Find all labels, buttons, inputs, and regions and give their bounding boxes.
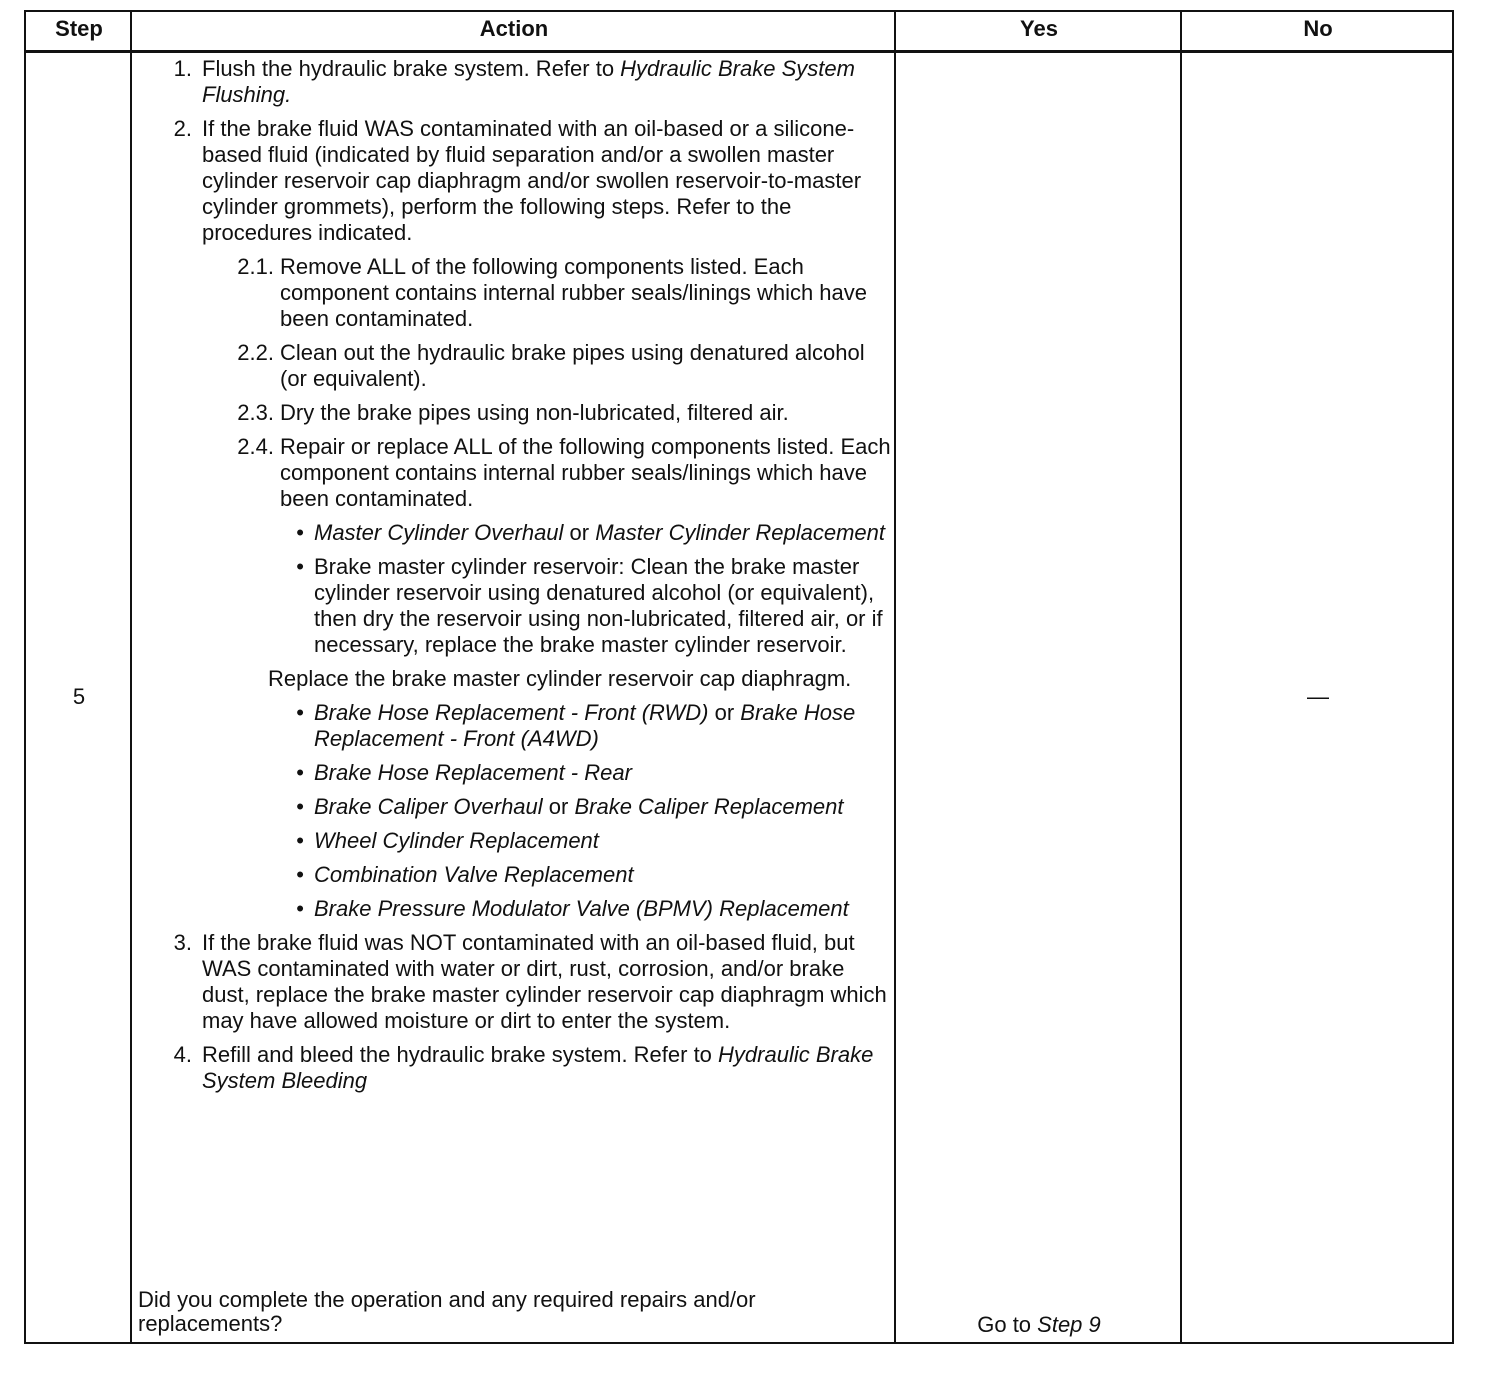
list-item: 2. If the brake fluid WAS contaminated with an oil-based or a silicone-based fluid (indicated by fluid separation and/or a swollen master cylinder reservoir cap diaphragm and/or swollen reservoir-to-master cylinder grommets), perform the following steps. Refer to the procedures indicated.: [173, 116, 862, 245]
bullet-item: • Brake Caliper Overhaul or Brake Caliper Replacement: [132, 794, 896, 820]
list-item: 3. If the brake fluid was NOT contaminated with an oil-based fluid, but WAS contaminated with water or dirt, rust, corrosion, and/or brake dust, replace the brake master cylinder reservoir cap diaphragm which may have allowed moisture or dirt to enter the system.: [173, 930, 887, 1033]
bullet-item: • Brake Hose Replacement - Front (RWD) or Brake Hose Replacement - Front (A4WD): [132, 700, 896, 752]
bullet-item: • Wheel Cylinder Replacement: [132, 828, 896, 854]
header-yes: Yes: [896, 12, 1182, 53]
bullet-item: • Master Cylinder Overhaul or Master Cylinder Replacement: [132, 520, 896, 546]
bullet-item: • Brake Hose Replacement - Rear: [132, 760, 896, 786]
action-cell: [132, 56, 896, 1102]
header-step: Step: [26, 12, 132, 53]
bullet-icon: •: [296, 760, 304, 785]
step-number: 5: [72, 684, 86, 709]
bullet-item: • Combination Valve Replacement: [132, 862, 896, 888]
list-item: 2.4. Repair or replace ALL of the following components listed. Each component contains internal rubber seals/linings which have been contaminated.: [237, 434, 891, 511]
bullet-icon: •: [296, 828, 304, 853]
list-item: 4. Refill and bleed the hydraulic brake system. Refer to Hydraulic Brake System Bleeding: [173, 1042, 874, 1093]
procedure-reference: Hydraulic Brake System Flushing.: [202, 56, 855, 107]
list-item: 2.1. Remove ALL of the following components listed. Each component contains internal rubber seals/linings which have been contaminated.: [237, 254, 868, 331]
list-item: 2.3. Dry the brake pipes using non-lubricated, filtered air.: [237, 400, 789, 425]
column-divider: [1180, 12, 1182, 1342]
bullet-icon: •: [296, 520, 304, 545]
procedure-reference: Hydraulic Brake System Bleeding: [202, 1042, 874, 1093]
bullet-icon: •: [296, 862, 304, 887]
bullet-item: • Brake Pressure Modulator Valve (BPMV) Replacement: [132, 896, 896, 922]
yes-result-link: Step 9: [1037, 1312, 1101, 1337]
yes-result: [896, 1312, 1182, 1338]
bullet-item: • Brake master cylinder reservoir: Clean the brake master cylinder reservoir using denatured alcohol (or equivalent), then dry the reservoir using non-lubricated, filtered air, or if necessary, replace the brake master cylinder reservoir.: [132, 554, 896, 658]
yes-result-prefix: Go to: [977, 1312, 1038, 1337]
bullet-icon: •: [296, 794, 304, 819]
header-no: No: [1182, 12, 1454, 53]
bullet-icon: •: [296, 896, 304, 921]
question-text: Did you complete the operation and any required repairs and/or replacements?: [138, 1287, 756, 1336]
bullet-icon: •: [296, 700, 304, 725]
header-action: Action: [132, 12, 896, 53]
list-item: 1. Flush the hydraulic brake system. Refer to Hydraulic Brake System Flushing.: [173, 56, 855, 107]
diagnostic-table: [24, 10, 1454, 1344]
paragraph: Replace the brake master cylinder reservoir cap diaphragm.: [268, 666, 852, 691]
list-item: 2.2. Clean out the hydraulic brake pipes using denatured alcohol (or equivalent).: [237, 340, 865, 391]
no-result: —: [1307, 684, 1329, 709]
bullet-icon: •: [296, 554, 304, 579]
